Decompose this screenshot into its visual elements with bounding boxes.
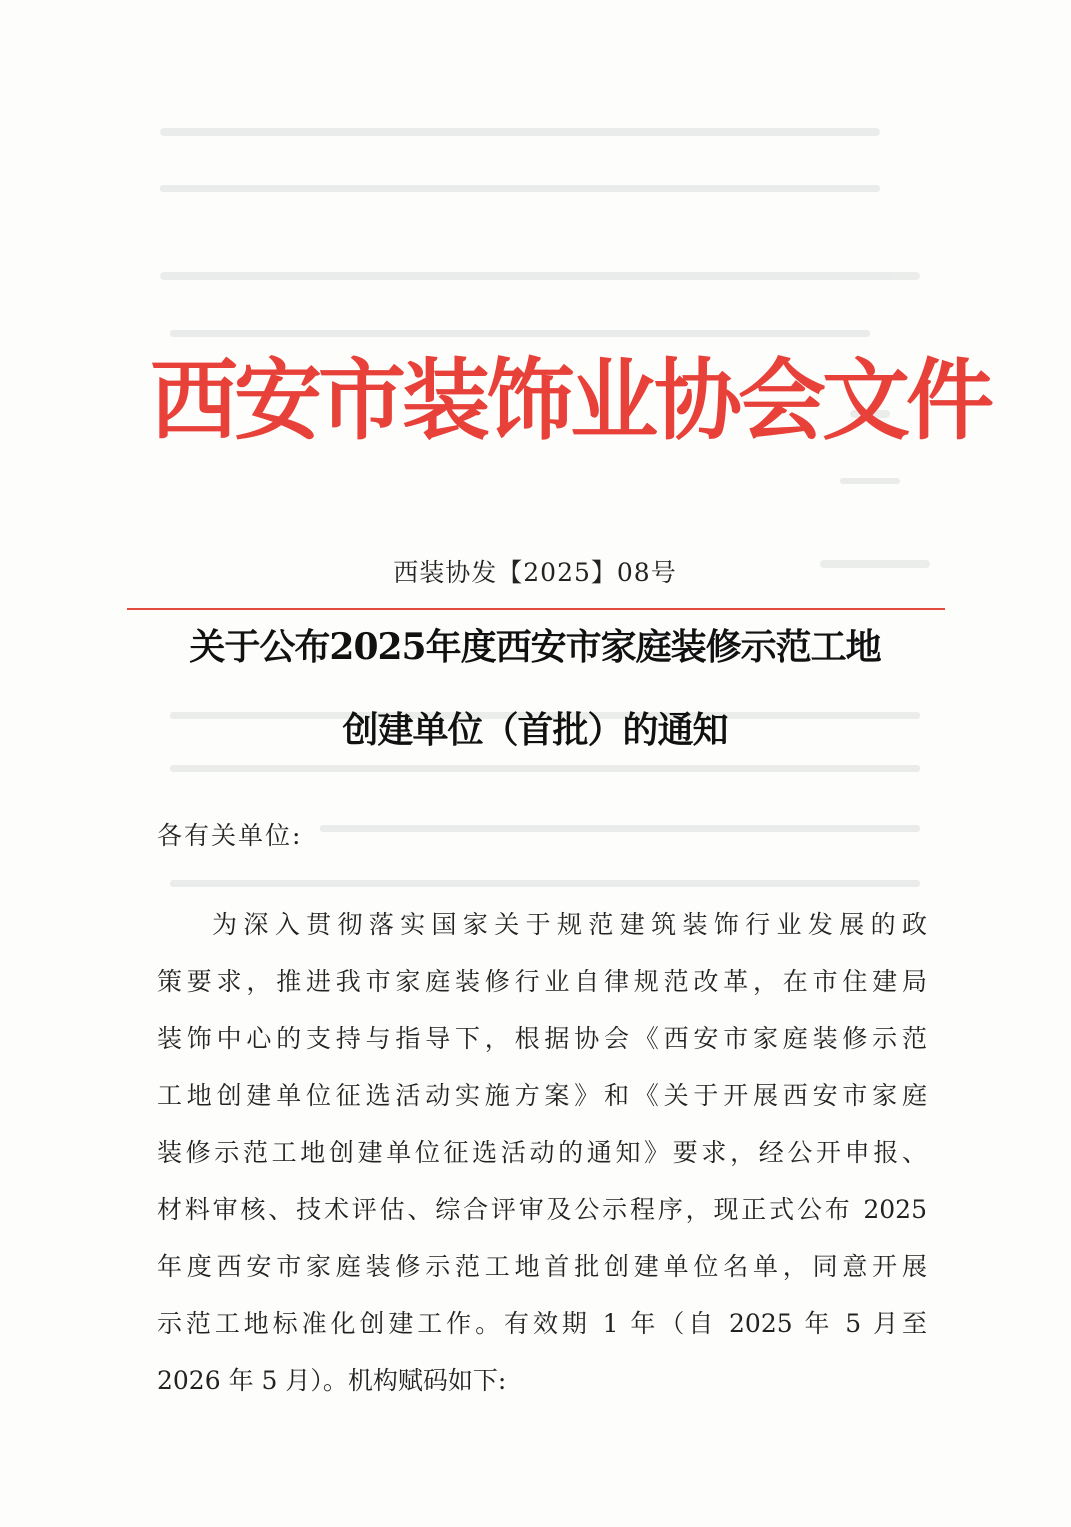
red-divider-line: [127, 608, 945, 610]
body-text-line: 装修示范工地创建单位征选活动的通知》要求，经公开申报、: [157, 1138, 927, 1167]
organization-document-title: 西安市装饰业协会文件: [150, 348, 991, 452]
body-text-line: 材料审核、技术评估、综合评审及公示程序，现正式公布 2025: [157, 1195, 927, 1224]
notice-title-line-2: 创建单位（首批）的通知: [342, 709, 728, 751]
body-text-line: 2026 年 5 月）。机构赋码如下:: [157, 1366, 507, 1395]
document-number: 西装协发【2025】08号: [393, 558, 677, 587]
body-text-line: 示范工地标准化创建工作。有效期 1 年（自 2025 年 5 月至: [157, 1309, 927, 1338]
body-text-line: 策要求，推进我市家庭装修行业自律规范改革，在市住建局: [157, 967, 927, 996]
notice-title-line-1: 关于公布2025年度西安市家庭装修示范工地: [189, 626, 881, 668]
body-text-line: 装饰中心的支持与指导下，根据协会《西安市家庭装修示范: [157, 1024, 927, 1053]
body-text-line: 为深入贯彻落实国家关于规范建筑装饰行业发展的政: [212, 910, 927, 939]
body-text-line: 年度西安市家庭装修示范工地首批创建单位名单，同意开展: [157, 1252, 927, 1281]
salutation: 各有关单位:: [157, 821, 303, 850]
body-text-line: 工地创建单位征选活动实施方案》和《关于开展西安市家庭: [157, 1081, 927, 1110]
